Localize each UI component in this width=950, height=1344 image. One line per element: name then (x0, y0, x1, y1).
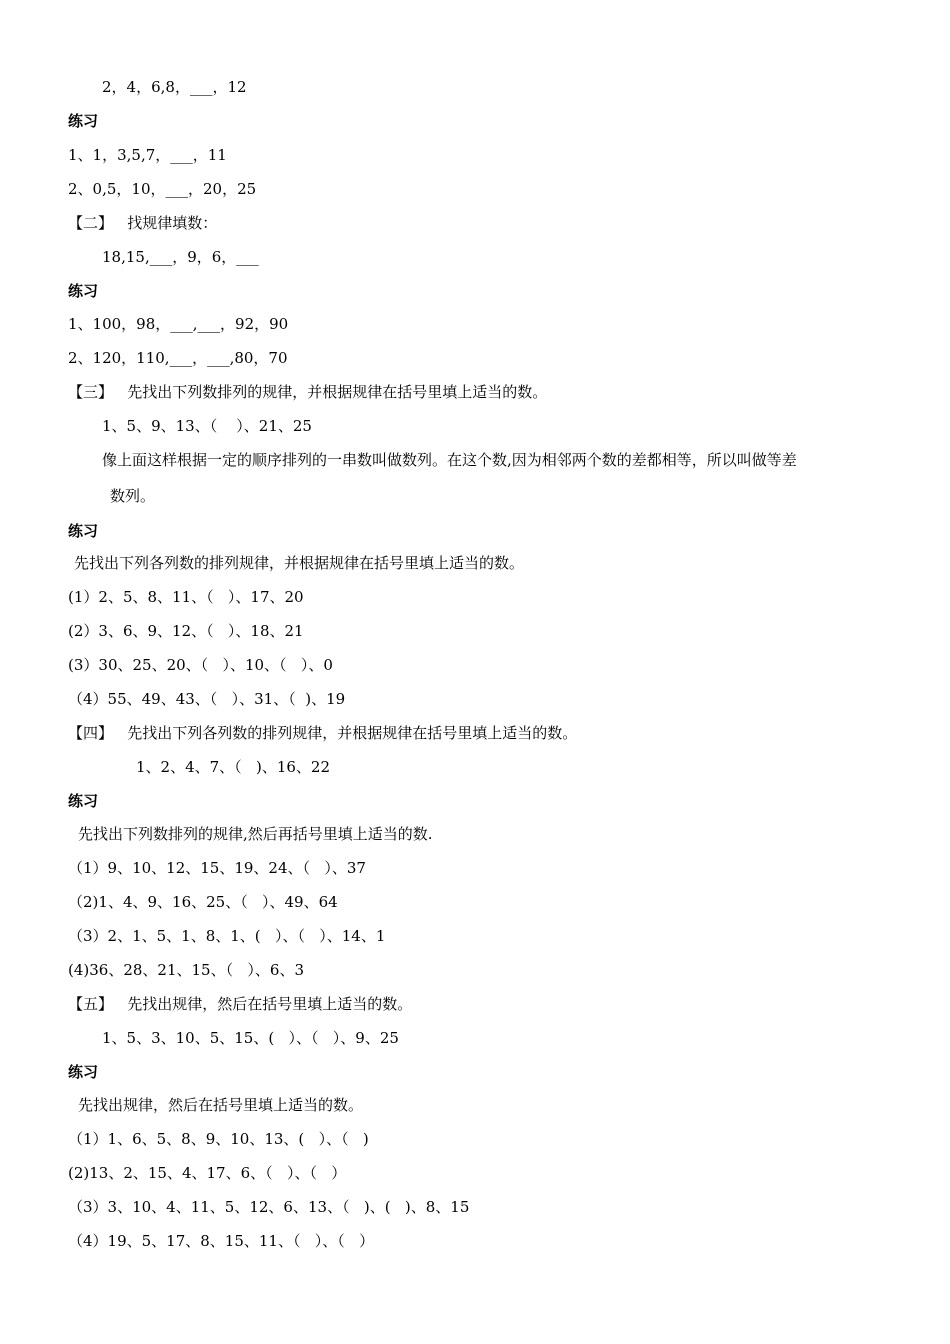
exercise-item: （3）2、1、5、1、8、1、( ）、（ ）、14、1 (68, 927, 386, 945)
exercise-item: 1、100，98，___,___，92，90 (68, 315, 289, 333)
example-sequence-2: 18,15,___，9，6，___ (102, 248, 259, 266)
exercise-instruction: 先找出下列数排列的规律,然后再括号里填上适当的数. (78, 825, 433, 843)
exercise-instruction: 先找出规律，然后在括号里填上适当的数。 (78, 1096, 364, 1114)
section-heading-2: 【二】 找规律填数： (68, 214, 218, 232)
exercise-item: （4）55、49、43、（ ）、31、（ )、19 (68, 690, 346, 708)
exercise-item: (4)36、28、21、15、（ ）、6、3 (68, 961, 304, 979)
example-sequence-4: 1、2、4、7、（ )、16、22 (136, 758, 331, 776)
section-heading-4: 【四】 先找出下列各列数的排列规律，并根据规律在括号里填上适当的数。 (68, 724, 578, 742)
section-heading-5: 【五】 先找出规律，然后在括号里填上适当的数。 (68, 995, 413, 1013)
exercise-heading: 练习 (68, 1063, 99, 1081)
exercise-heading: 练习 (68, 282, 99, 300)
section-heading-3: 【三】 先找出下列数排列的规律，并根据规律在括号里填上适当的数。 (68, 383, 548, 401)
exercise-item: (2）3、6、9、12、（ ）、18、21 (68, 622, 304, 640)
example-sequence-1: 2，4，6,8，___，12 (102, 78, 247, 96)
exercise-item: （2)1、4、9、16、25、（ ）、49、64 (68, 893, 338, 911)
example-sequence-5: 1、5、3、10、5、15、( ）、（ ）、9、25 (102, 1029, 399, 1047)
explanation-text: 像上面这样根据一定的顺序排列的一串数叫做数列。在这个数,因为相邻两个数的差都相等，所以叫做等差 (102, 451, 797, 469)
exercise-item: 2、0,5，10，___，20，25 (68, 180, 257, 198)
exercise-item: （1）9、10、12、15、19、24、（ ）、37 (68, 859, 366, 877)
exercise-item: （1）1、6、5、8、9、10、13、( ）、（ ) (68, 1130, 369, 1148)
exercise-item: 1、1，3,5,7，___，11 (68, 146, 227, 164)
example-sequence-3: 1、5、9、13、（ ）、21、25 (102, 417, 312, 435)
exercise-item: 2、120，110,___，___,80，70 (68, 349, 288, 367)
exercise-item: (1）2、5、8、11、（ ）、17、20 (68, 588, 304, 606)
exercise-instruction: 先找出下列各列数的排列规律，并根据规律在括号里填上适当的数。 (74, 554, 525, 572)
explanation-text-continued: 数列。 (110, 487, 156, 505)
exercise-item: （3）3、10、4、11、5、12、6、13、（ )、( )、8、15 (68, 1198, 470, 1216)
exercise-heading: 练习 (68, 112, 99, 130)
exercise-heading: 练习 (68, 522, 99, 540)
exercise-item: (3）30、25、20、（ ）、10、（ ）、0 (68, 656, 333, 674)
exercise-item: （4）19、5、17、8、15、11、（ ）、（ ） (68, 1232, 375, 1250)
exercise-item: (2)13、2、15、4、17、6、（ ）、（ ） (68, 1164, 347, 1182)
exercise-heading: 练习 (68, 792, 99, 810)
